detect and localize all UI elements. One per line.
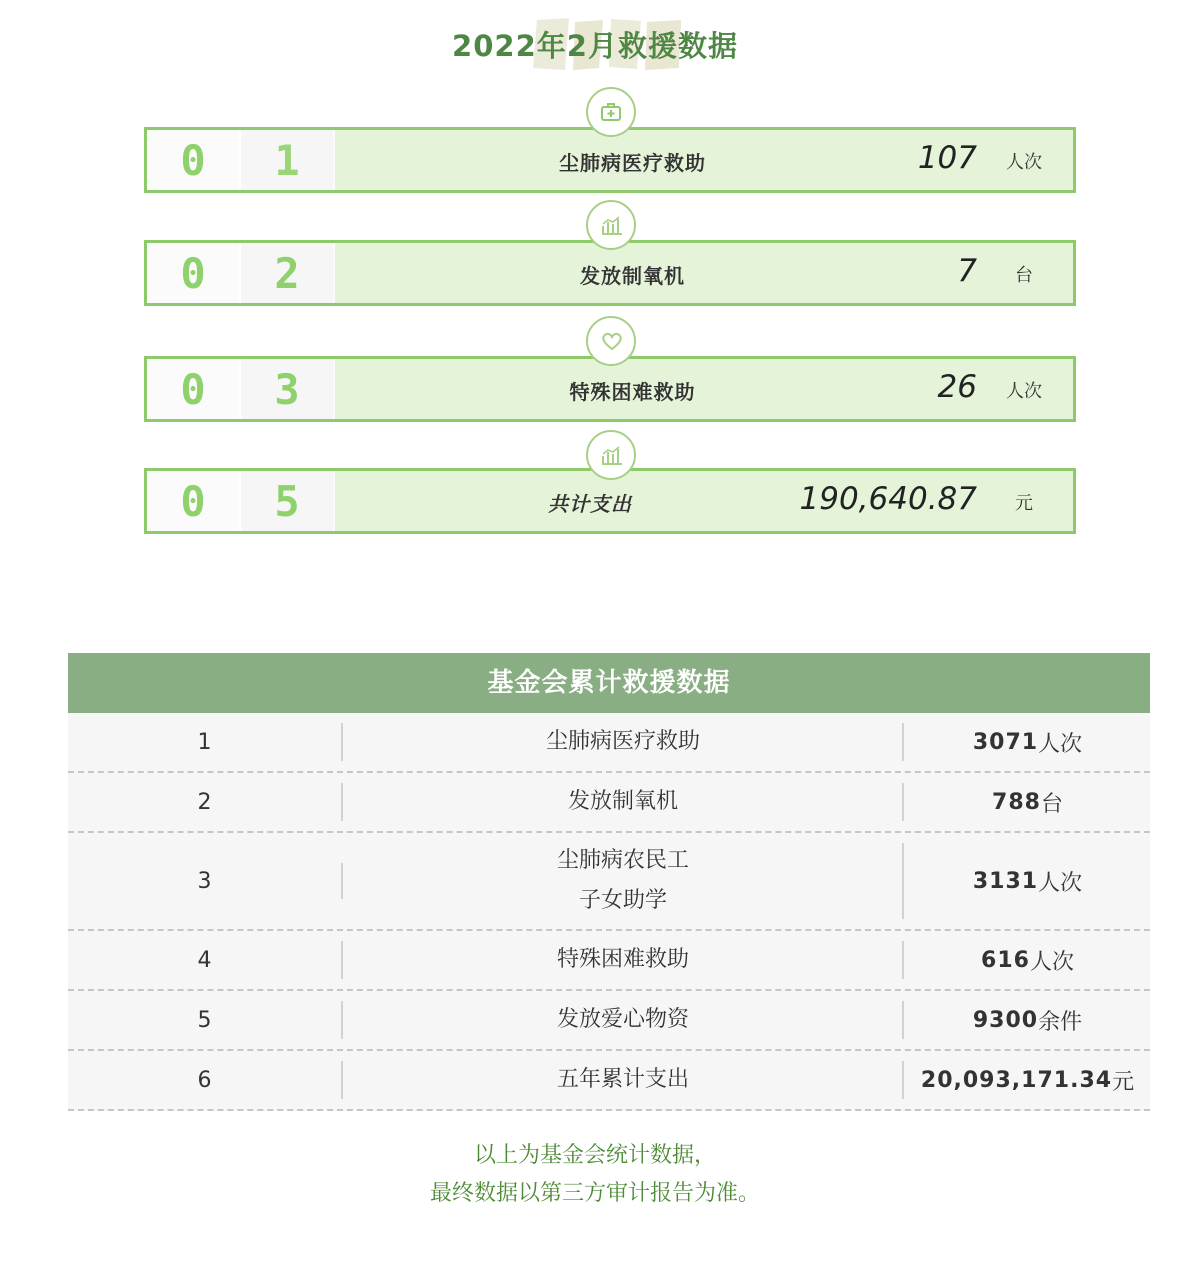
digit-right: 5 [274,477,300,526]
digit-left: 0 [180,365,206,414]
row-value: 7 [957,253,977,289]
row-unit: 人次 [1006,381,1042,402]
table-row [68,773,1150,833]
digit-left: 0 [180,477,206,526]
digit-counter [147,243,335,303]
row-label: 尘肺病医疗救助 [559,151,706,175]
bar-chart-icon [586,430,636,480]
page-title: 2022年2月救援数据 [452,29,738,63]
row-name: 特殊困难救助 [556,947,689,972]
row-value: 20,093,171.34 元 [920,1067,1135,1095]
digit-counter [147,130,335,190]
digit-counter [147,471,335,531]
table-row [68,833,1150,931]
row-number: 3 [197,868,212,894]
medical-kit-icon [586,87,636,137]
table-row [68,713,1150,773]
row-number: 6 [197,1067,212,1093]
row-unit: 人次 [1006,152,1042,173]
row-value: 616 人次 [981,947,1074,975]
row-number: 5 [197,1007,212,1033]
footer-note [0,1137,1190,1213]
footer-line-1: 以上为基金会统计数据， [473,1143,716,1168]
table-row [68,931,1150,991]
row-value: 3131 人次 [972,868,1083,896]
footer-line-2: 最终数据以第三方审计报告为准。 [429,1181,760,1206]
digit-right: 2 [274,249,300,298]
bar-chart-icon [586,200,636,250]
row-number: 2 [197,789,212,815]
heart-icon [586,316,636,366]
row-value: 190,640.87 [799,481,977,517]
row-label: 共计支出 [548,492,632,516]
digit-left: 0 [180,136,206,185]
row-value: 3071 人次 [972,729,1083,757]
row-label: 发放制氧机 [580,264,685,288]
row-label: 特殊困难救助 [569,380,696,404]
row-value: 107 [917,140,977,176]
row-number: 4 [197,947,212,973]
row-name: 尘肺病农民工 子女助学 [556,848,689,913]
row-unit: 台 [1015,265,1033,286]
row-name: 发放制氧机 [567,789,678,814]
row-name: 五年累计支出 [556,1067,689,1092]
row-name: 发放爱心物资 [556,1007,689,1032]
digit-right: 1 [274,136,300,185]
table-row [68,1051,1150,1111]
digit-left: 0 [180,249,206,298]
table-row [68,991,1150,1051]
row-number: 1 [197,729,212,755]
digit-counter [147,359,335,419]
digit-right: 3 [274,365,300,414]
row-unit: 元 [1015,493,1033,514]
title-area [0,14,1190,74]
row-value: 26 [937,369,977,405]
row-name: 尘肺病医疗救助 [545,729,700,754]
row-value: 788 台 [992,789,1063,817]
table-header: 基金会累计救援数据 [68,653,1150,713]
row-value: 9300 余件 [972,1007,1083,1035]
